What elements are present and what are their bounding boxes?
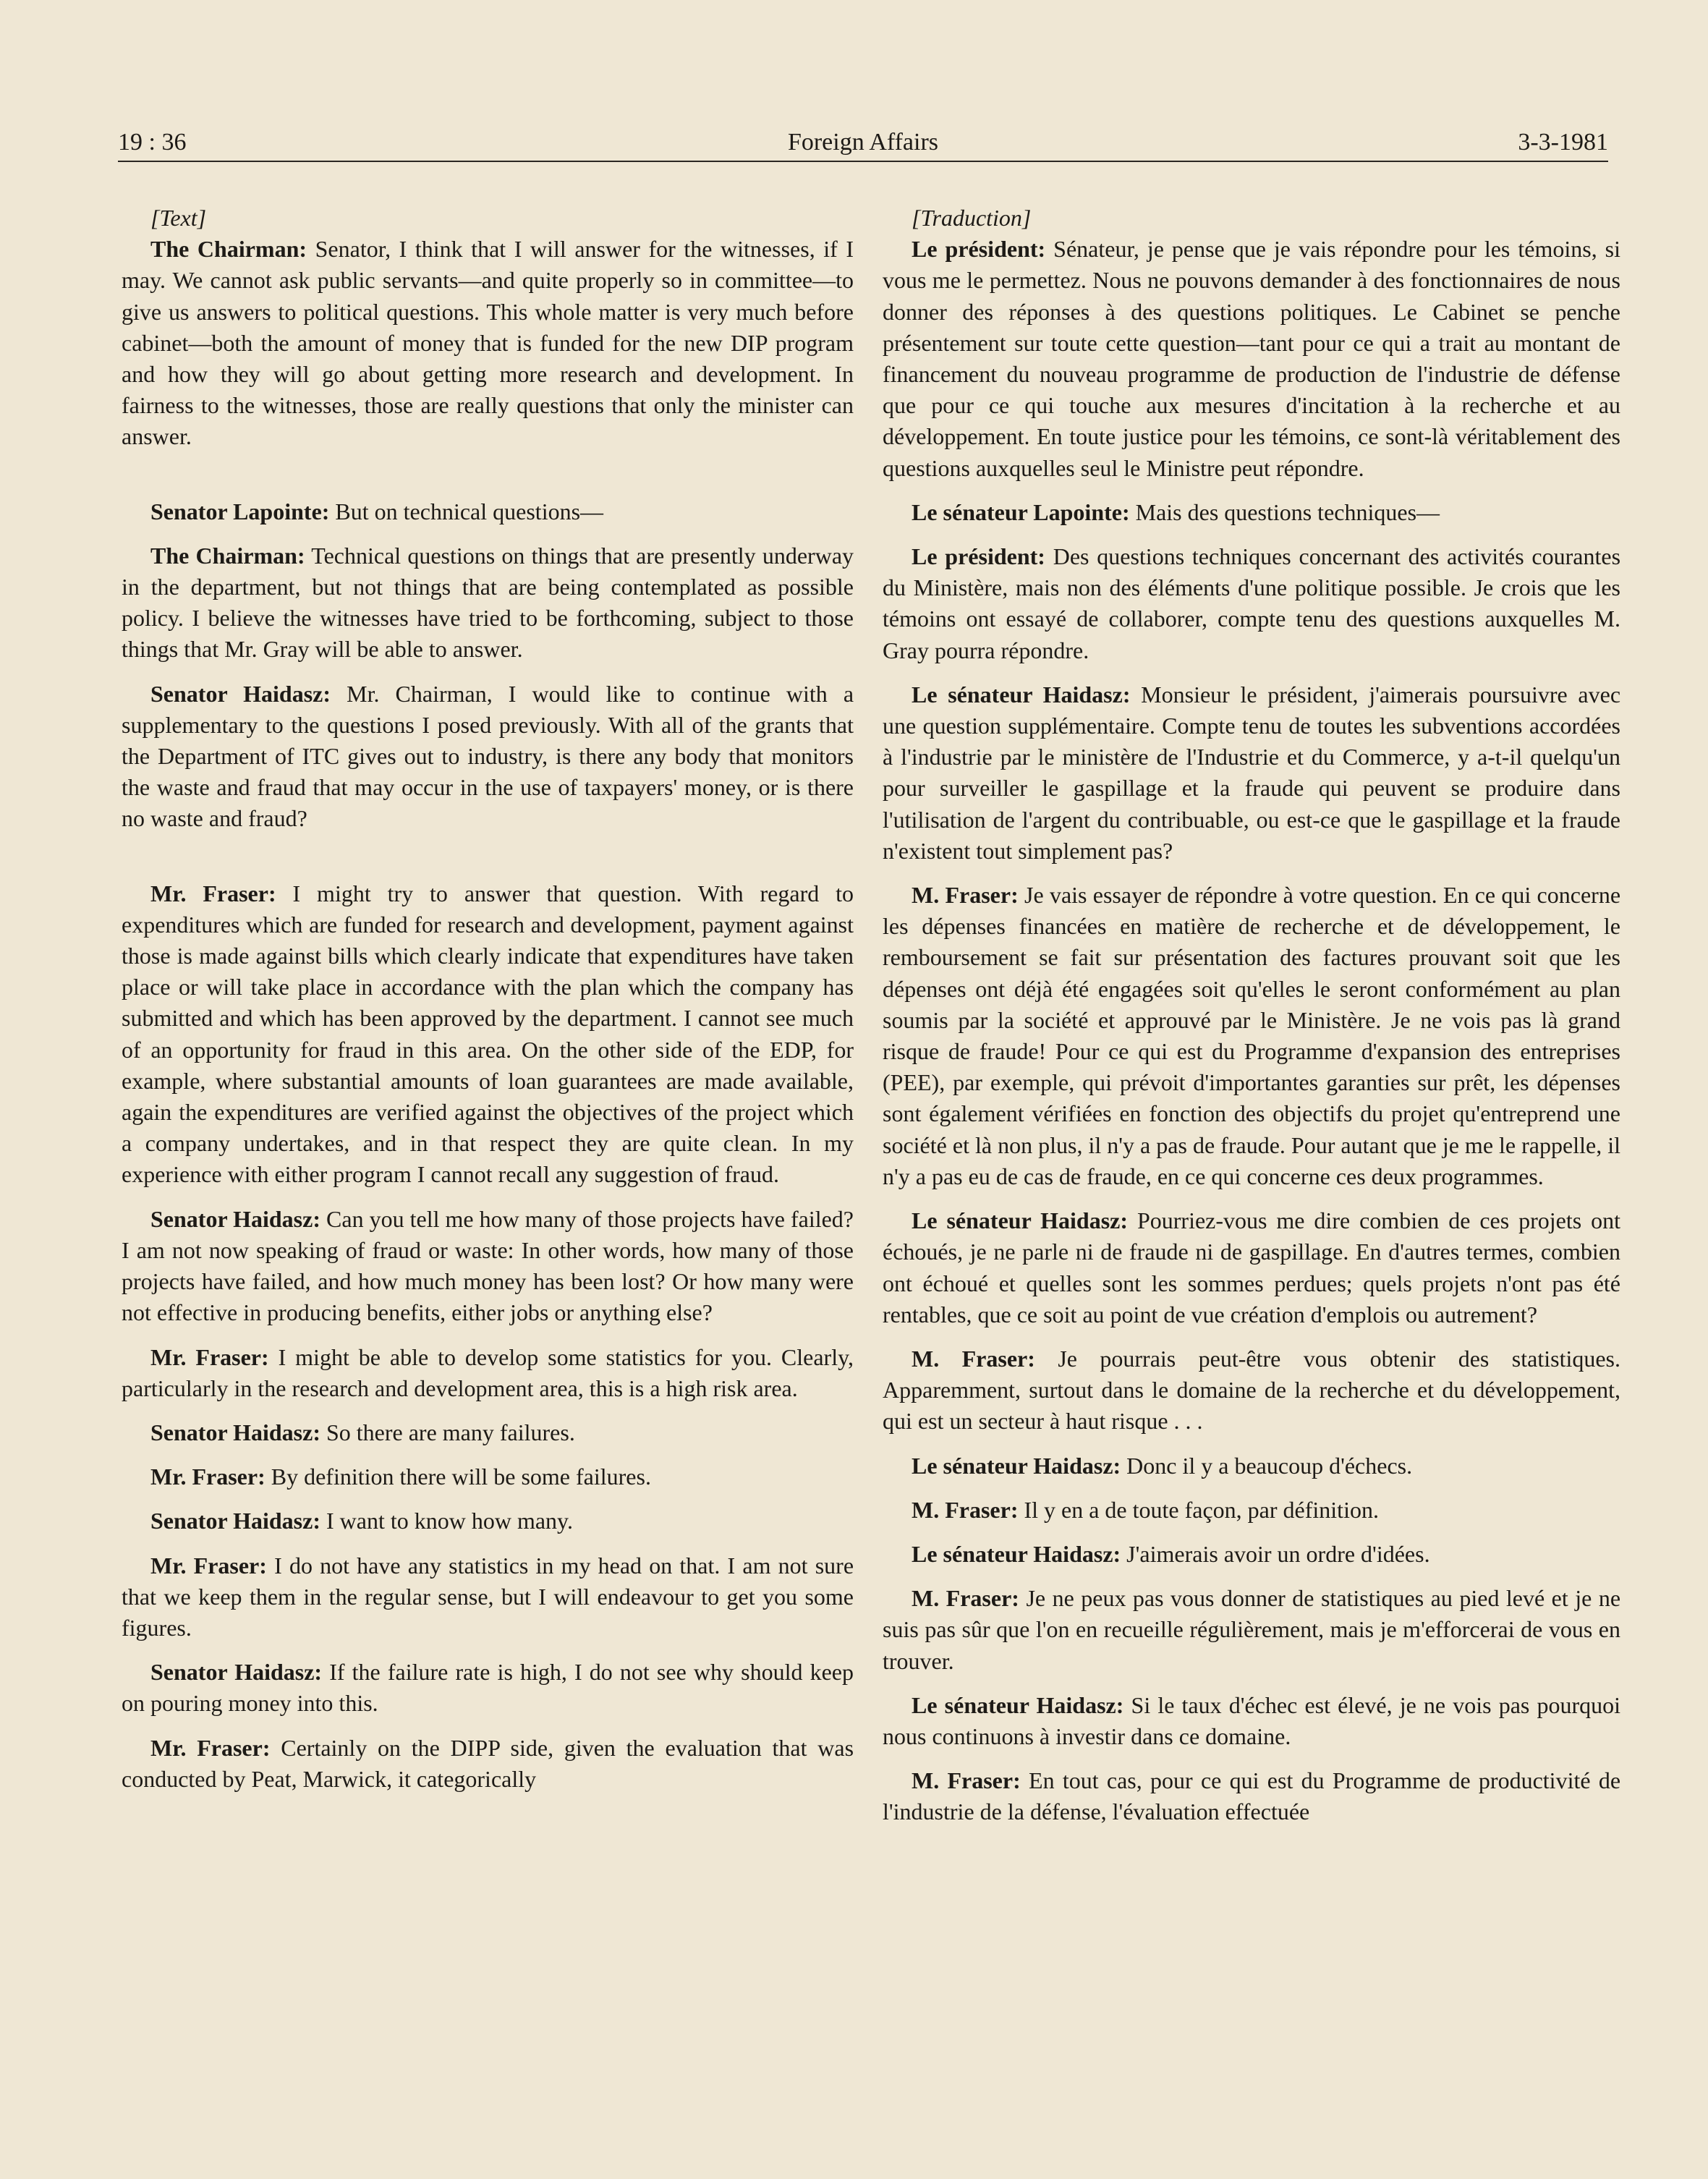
speaker: Mr. Fraser: xyxy=(150,1734,271,1761)
remark: Technical questions on things that are presently underway in the department, but not things that are being contemplated as possible policy. I believe the witnesses have tried to be forthcoming, subject to those things that Mr. Gray will be able to answer. xyxy=(122,542,854,663)
traduction-marker: [Traduction] xyxy=(912,205,1032,231)
page-number: 19 : 36 xyxy=(118,129,187,156)
remark: I do not have any statistics in my head on that. I am not sure that we keep them in the regular sense, but I will endeavour to get you some figures. xyxy=(122,1552,854,1641)
header-date: 3-3-1981 xyxy=(1518,129,1608,156)
french-column xyxy=(883,203,1620,1828)
speaker: Le président: xyxy=(912,236,1046,263)
speaker: Mr. Fraser: xyxy=(150,1552,267,1579)
remark: Monsieur le président, j'aimerais poursuivre avec une question supplémentaire. Compte tenu de toutes les subventions accordées à l'industrie par le ministère de l'Industrie et du Commerce, y a-t-il quelqu'un pour surveiller le gaspillage et la fraude qui peuvent se produire dans l'utilisation de l'argent du contribuable, ou est-ce que le gaspillage et la fraude n'existent tout simplement pas? xyxy=(883,681,1621,864)
remark: Pourriez-vous me dire combien de ces projets ont échoués, je ne parle ni de fraude ni de gaspillage. En d'autres termes, combien ont échoué et quelles sont les sommes perdues; quels projets n'ont pas été rentables, que ce soit au point de vue création d'emplois ou autrement? xyxy=(883,1207,1621,1328)
remark: I might be able to develop some statistics for you. Clearly, particularly in the research and development area, this is a high risk area. xyxy=(122,1343,854,1401)
remark: By definition there will be some failures. xyxy=(271,1464,651,1490)
paragraph xyxy=(883,1690,1620,1752)
paragraph xyxy=(883,880,1620,1192)
speaker: M. Fraser: xyxy=(912,1345,1035,1372)
text-marker: [Text] xyxy=(150,205,207,231)
page-header xyxy=(118,124,1608,162)
remark: Sénateur, je pense que je vais répondre pour les témoins, si vous me le permettez. Nous ne pouvons demander à des fonctionnaires de nous donner des réponses à des questions politiques. Le Cabinet se penche présentement sur toute cette question—tant pour ce qui a trait au montant de financement du nouveau programme de production de l'industrie de défense que pour ce qui touche aux mesures d'incitation à la recherche et au développement. En toute justice pour les témoins, ce sont-là véritablement des questions auxquelles seul le Ministre peut répondre. xyxy=(883,236,1621,481)
speaker: Le sénateur Lapointe: xyxy=(912,498,1130,525)
paragraph xyxy=(122,1550,854,1644)
paragraph xyxy=(122,679,854,835)
paragraph xyxy=(122,540,854,666)
speaker: Le président: xyxy=(912,543,1045,570)
paragraph xyxy=(122,1657,854,1719)
speaker: M. Fraser: xyxy=(912,882,1019,909)
paragraph xyxy=(122,1733,854,1795)
paragraph xyxy=(122,1461,854,1492)
remark: En tout cas, pour ce qui est du Programme de productivité de l'industrie de la défense, l'évaluation effectuée xyxy=(883,1767,1621,1825)
remark: Je ne peux pas vous donner de statistiques au pied levé et je ne suis pas sûr que l'on en recueille régulièrement, mais je m'efforcerai de vous en trouver. xyxy=(883,1585,1621,1674)
paragraph xyxy=(883,1205,1620,1330)
remark: Il y en a de toute façon, par définition. xyxy=(1024,1496,1379,1523)
remark: Mais des questions techniques— xyxy=(1135,498,1440,525)
paragraph xyxy=(122,234,854,452)
paragraph xyxy=(122,1342,854,1404)
remark: Des questions techniques concernant des activités courantes du Ministère, mais non des éléments d'une politique possible. Je crois que les témoins ont essayé de collaborer, compte tenu des questions auxquelles M. Gray pourra répondre. xyxy=(883,543,1621,663)
paragraph xyxy=(122,878,854,1191)
remark: Mr. Chairman, I would like to continue with a supplementary to the questions I posed previously. With all of the grants that the Department of ITC gives out to industry, is there any body that monitors the waste and fraud that may occur in the use of taxpayers' money, or is there no waste and fraud? xyxy=(122,680,854,832)
speaker: Mr. Fraser: xyxy=(150,1464,265,1490)
speaker: Senator Haidasz: xyxy=(150,1508,320,1534)
paragraph xyxy=(122,1417,854,1448)
speaker: Senator Haidasz: xyxy=(150,680,331,707)
paragraph xyxy=(883,1343,1620,1437)
paragraph xyxy=(122,1204,854,1329)
remark: Je vais essayer de répondre à votre question. En ce qui concerne les dépenses financées en matière de recherche et de développement, le remboursement se fait sur présentation des factures prouvant soit que les dépenses ont déjà été engagées soit qu'elles le seront conformément au plan soumis par la société et approuvé par le Ministère. Je ne vois pas là grand risque de fraude! Pour ce qui est du Programme d'expansion des entreprises (PEE), par exemple, qui prévoit d'importantes garanties sur prêt, les dépenses sont également vérifiées en fonction des objectifs du projet qu'entreprend une société et là non plus, il n'y a pas de fraude. Pour autant que je me le rappelle, il n'y a pas eu de cas de fraude, en ce qui concerne ces deux programmes. xyxy=(883,882,1621,1189)
paragraph xyxy=(883,679,1620,867)
paragraph xyxy=(883,1765,1620,1827)
remark: Je pourrais peut-être vous obtenir des statistiques. Apparemment, surtout dans le domaine de la recherche et du développement, qui est un secteur à haut risque . . . xyxy=(883,1345,1621,1435)
remark: I want to know how many. xyxy=(326,1508,573,1534)
remark: Certainly on the DIPP side, given the evaluation that was conducted by Peat, Marwick, it categorically xyxy=(122,1734,854,1792)
speaker: Le sénateur Haidasz: xyxy=(912,1207,1129,1234)
speaker: Mr. Fraser: xyxy=(150,880,276,906)
speaker: Le sénateur Haidasz: xyxy=(912,1452,1121,1479)
speaker: Le sénateur Haidasz: xyxy=(912,681,1131,708)
speaker: Le sénateur Haidasz: xyxy=(912,1691,1124,1718)
speaker: M. Fraser: xyxy=(912,1496,1019,1523)
paragraph xyxy=(883,541,1620,666)
remark: Senator, I think that I will answer for the witnesses, if I may. We cannot ask public servants—and quite properly so in committee—to give us answers to political questions. This whole matter is very much before cabinet—both the amount of money that is funded for the new DIP program and how they will go about getting more research and development. In fairness to the witnesses, those are really questions that only the minister can answer. xyxy=(122,236,854,450)
speaker: Mr. Fraser: xyxy=(150,1343,269,1370)
english-column xyxy=(122,203,854,1795)
paragraph xyxy=(883,1583,1620,1677)
speaker: Senator Haidasz: xyxy=(150,1205,320,1232)
header-rule xyxy=(118,161,1608,162)
paragraph xyxy=(122,1505,854,1537)
paragraph xyxy=(883,1495,1620,1526)
paragraph xyxy=(883,497,1620,528)
speaker: Senator Haidasz: xyxy=(150,1659,323,1686)
speaker: Senator Lapointe: xyxy=(150,498,330,524)
speaker: Le sénateur Haidasz: xyxy=(912,1540,1121,1567)
remark: Can you tell me how many of those projects have failed? I am not now speaking of fraud or waste: In other words, how many of those projects have failed, and how much money has been lost? Or how many were not effective in producing benefits, either jobs or anything else? xyxy=(122,1205,854,1326)
running-title: Foreign Affairs xyxy=(787,129,939,156)
remark: If the failure rate is high, I do not see why should keep on pouring money into this. xyxy=(122,1659,854,1717)
speaker: Senator Haidasz: xyxy=(150,1419,320,1445)
paragraph xyxy=(883,234,1620,484)
paragraph xyxy=(122,496,854,527)
speaker: The Chairman: xyxy=(150,542,305,569)
remark: But on technical questions— xyxy=(335,498,604,524)
remark: Si le taux d'échec est élevé, je ne vois pas pourquoi nous continuons à investir dans ce domaine. xyxy=(883,1691,1621,1749)
speaker: M. Fraser: xyxy=(912,1767,1021,1794)
speaker: M. Fraser: xyxy=(912,1585,1019,1612)
remark: J'aimerais avoir un ordre d'idées. xyxy=(1126,1540,1430,1567)
remark: I might try to answer that question. With regard to expenditures which are funded for research and development, payment against those is made against bills which clearly indicate that expenditures have taken place or will take place in accordance with the plan which the company has submitted and which has been approved by the department. I cannot see much of an opportunity for fraud in this area. On the other side of the EDP, for example, where substantial amounts of loan guarantees are made available, again the expenditures are verified against the objectives of the project which a company undertakes, and in that respect they are quite clean. In my experience with either program I cannot recall any suggestion of fraud. xyxy=(122,880,854,1188)
paragraph xyxy=(883,1450,1620,1482)
paragraph xyxy=(883,1539,1620,1570)
speaker: The Chairman: xyxy=(150,236,307,263)
remark: So there are many failures. xyxy=(326,1419,575,1445)
remark: Donc il y a beaucoup d'échecs. xyxy=(1126,1452,1413,1479)
